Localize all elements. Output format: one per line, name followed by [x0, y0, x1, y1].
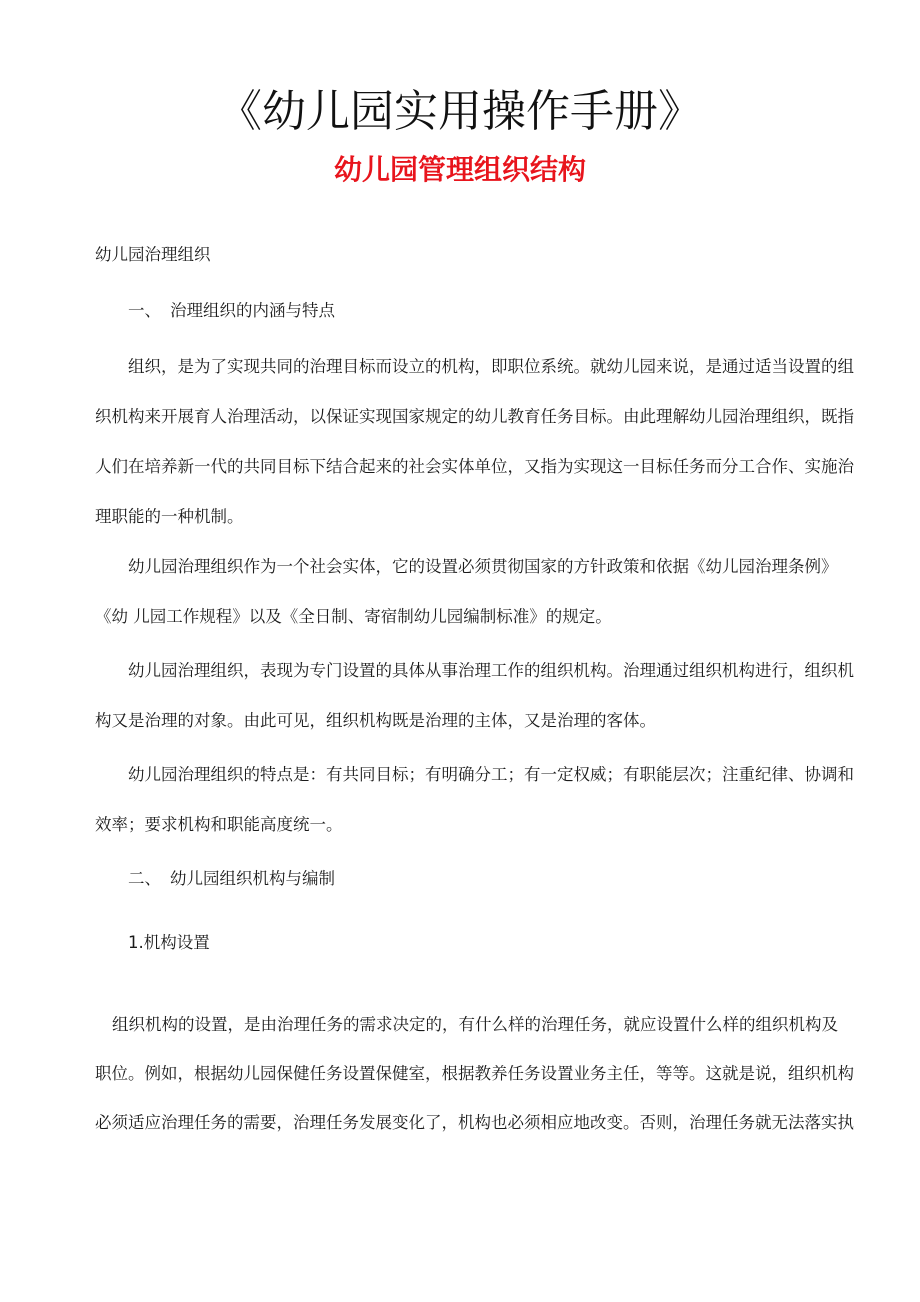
paragraph-line: 构又是治理的对象。由此可见，组织机构既是治理的主体，又是治理的客体。 [95, 711, 656, 730]
paragraph-line: 效率；要求机构和职能高度统一。 [95, 815, 343, 834]
paragraph-line: 幼儿园治理组织作为一个社会实体，它的设置必须贯彻国家的方针政策和依据《幼儿园治理条例》 [128, 557, 838, 576]
section-heading-2 [128, 867, 335, 891]
paragraph-line: 必须适应治理任务的需要，治理任务发展变化了，机构也必须相应地改变。否则，治理任务就无法落实执 [95, 1113, 854, 1132]
document-title: 《幼儿园实用操作手册》 [218, 86, 702, 137]
paragraph-line: 幼儿园治理组织的特点是：有共同目标；有明确分工；有一定权威；有职能层次；注重纪律、协调和 [128, 765, 854, 784]
paragraph-line: 幼儿园治理组织，表现为专门设置的具体从事治理工作的组织机构。治理通过组织机构进行，组织机 [128, 661, 854, 680]
section-heading-text: 幼儿园组织机构与编制 [170, 869, 335, 888]
paragraph-line: 《幼 儿园工作规程》以及《全日制、寄宿制幼儿园编制标准》的规定。 [95, 607, 612, 626]
paragraph-line: 职位。例如，根据幼儿园保健任务设置保健室，根据教养任务设置业务主任，等等。这就是说，组织机构 [95, 1064, 854, 1083]
section-heading-text: 治理组织的内涵与特点 [170, 301, 335, 320]
section-heading-1 [128, 299, 335, 323]
paragraph-line: 人们在培养新一代的共同目标下结合起来的社会实体单位，又指为实现这一目标任务而分工合作、实施治 [95, 457, 854, 476]
paragraph-line: 理职能的一种机制。 [95, 507, 244, 526]
paragraph-line: 织机构来开展育人治理活动，以保证实现国家规定的幼儿教育任务目标。由此理解幼儿园治理组织，既指 [95, 407, 854, 426]
section-number: 二、 [128, 869, 161, 888]
paragraph-line: 组织机构的设置，是由治理任务的需求决定的，有什么样的治理任务，就应设置什么样的组织机构及 [112, 1015, 838, 1034]
subsection-heading: 1.机构设置 [128, 933, 210, 952]
section-label: 幼儿园治理组织 [95, 245, 211, 264]
document-subtitle: 幼儿园管理组织结构 [333, 153, 586, 186]
paragraph-line: 组织，是为了实现共同的治理目标而设立的机构，即职位系统。就幼儿园来说，是通过适当设置的组 [128, 357, 854, 376]
section-number: 一、 [128, 301, 161, 320]
